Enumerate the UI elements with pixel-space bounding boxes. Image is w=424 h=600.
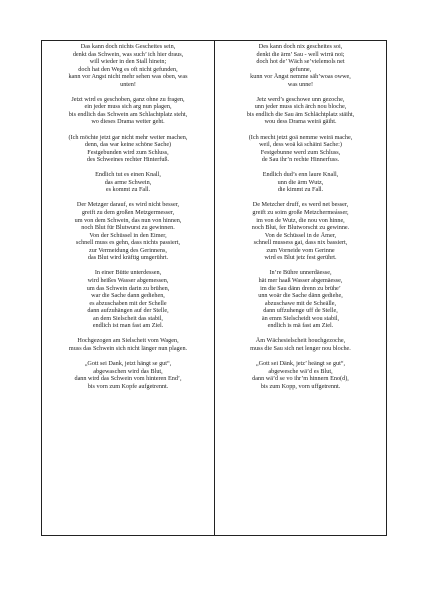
stanza xyxy=(215,269,386,329)
verse-line: kunn vor Ängst nemme säh’woas owwe, xyxy=(250,73,351,81)
verse-line: unn die ärm Wutz, xyxy=(277,178,324,186)
verse-line: Festgebunne werd zum Schluss, xyxy=(260,148,341,156)
verse-line: dann aufzuhängen auf der Stelle, xyxy=(87,307,169,315)
verse-line: unn woär die Sache dänn gediehe, xyxy=(258,292,343,300)
verse-line: die kimmt zu Fall. xyxy=(277,186,324,194)
verse-line: bis endlich die Sau äm Schlächtplatz stäiht, xyxy=(246,110,355,118)
verse-line: abzuschawe mit de Scheälle, xyxy=(264,299,337,307)
verse-line: Von de Schüssel in de Ämer, xyxy=(264,231,337,239)
verse-line: wird heißes Wasser abgemessen, xyxy=(87,276,169,284)
dialect-column xyxy=(214,41,386,535)
verse-line: „Gott sei Dänk, jetz’ heängt se gut“, xyxy=(255,359,346,367)
verse-line: es abzuschaben mit der Schelle xyxy=(89,299,167,307)
verse-line: zur Vermeidung des Gerinnens, xyxy=(89,246,167,254)
stanza xyxy=(42,171,214,194)
verse-line: de Sau ihr’n rechte Hinnerfuss. xyxy=(261,156,340,164)
stanza xyxy=(42,360,214,390)
verse-line: Von der Schüssel in den Eimer, xyxy=(89,231,167,239)
verse-line: weil, dess woä kä schäini Sache:) xyxy=(259,141,342,149)
standard-german-column xyxy=(42,41,214,535)
verse-line: des Schweines rechter Hinterfuß. xyxy=(86,156,170,164)
verse-line: wou dess Drama weirä gäiht. xyxy=(264,118,337,126)
verse-line: dann wird das Schwein vom hinteren End’, xyxy=(74,375,182,383)
verse-line: De Metzcher druff, es werd net besser, xyxy=(252,201,349,209)
verse-line: wo dieses Drama weiter geht. xyxy=(91,118,165,126)
verse-line: Jetz werd’s geschowe unn gezoche, xyxy=(256,95,345,103)
stanza xyxy=(42,96,214,126)
verse-line: Äm Wächesielscheit houchgezoche, xyxy=(255,337,346,345)
stanza xyxy=(215,134,386,164)
verse-line: dann uffzuhenge uff de Stelle, xyxy=(263,307,338,315)
verse-line: noch Blut, fer Blutworscht zu gewinne. xyxy=(251,224,350,232)
verse-line: bis vorn zum Kopfe aufgetrennt. xyxy=(87,382,169,390)
verse-line: Jetzt wird es geschoben, ganz ohne zu fragen, xyxy=(71,95,185,103)
verse-line: will wieder in den Stall hinein; xyxy=(89,58,167,66)
stanza xyxy=(215,43,386,88)
verse-line: „Gott sei Dank, jetzt hängt se gut“, xyxy=(84,359,172,367)
verse-line: im von de Wutz, die nou von hinne, xyxy=(256,216,345,224)
verse-line: es kommt zu Fall. xyxy=(105,186,151,194)
verse-line: unn jeder muss sich ärch nou bloche, xyxy=(254,103,347,111)
verse-line: abgewesche wä’d es Blut, xyxy=(268,367,333,375)
verse-line: endlich is mä fast am Ziel. xyxy=(267,322,334,330)
verse-line: denkt das Schwein, was such’ ich hier draus, xyxy=(72,50,184,58)
verse-line: das Blut wird kräftig umgerührt. xyxy=(87,254,169,262)
verse-line: wird es Blut jetz fest gerührt. xyxy=(264,254,337,262)
verse-line: um von dem Schwein, das nun von hinnen, xyxy=(74,216,182,224)
verse-line: Endlich tut es einen Knall, xyxy=(95,171,161,179)
verse-line: Das kann doch nichts Gescheites sein, xyxy=(80,43,176,50)
verse-line: än emm Sielscheidt wou stabil, xyxy=(261,314,340,322)
verse-line: hät mer haaß Wasser abgemäesse, xyxy=(258,276,343,284)
verse-line: kann vor Angst nicht mehr sehen was oben, was xyxy=(68,73,188,81)
stanza xyxy=(42,269,214,329)
stanza xyxy=(215,201,386,261)
verse-line: dann wä’d se vo ihr’m hinnern Eno(d), xyxy=(252,375,349,383)
poem-table xyxy=(41,40,387,536)
verse-line: endlich ist man fast am Ziel. xyxy=(92,322,164,330)
verse-line: schnell muss es gehn, dass nichts passiert, xyxy=(75,239,181,247)
verse-line: bis zum Kopp, vorn uffgetrennt. xyxy=(260,382,341,390)
stanza xyxy=(42,337,214,352)
verse-line: um das Schwein darin zu brühen, xyxy=(86,284,170,292)
verse-line: schnell mussess gai, dass nix bassiert, xyxy=(253,239,348,247)
verse-line: denn, das war keine schöne Sache) xyxy=(84,141,172,149)
verse-line: doch hot de’ Wäch se’vielemols net xyxy=(256,58,345,66)
verse-line: was unne! xyxy=(287,80,314,88)
stanza xyxy=(215,337,386,352)
verse-line: Hochgezogen am Sielscheit vom Wagen, xyxy=(77,337,179,345)
verse-line: muss die Sau sich net lenger nou bloche. xyxy=(250,344,351,352)
verse-line: unten! xyxy=(120,80,136,88)
verse-line: (Ich möchte jetzt gar nicht mehr weiter machen, xyxy=(68,133,188,141)
verse-line: Endlich dud’s enn laure Knall, xyxy=(262,171,339,179)
verse-line: Festgebunden wird zum Schluss, xyxy=(87,148,169,156)
verse-line: greift zu dem großen Metzgermesser, xyxy=(81,209,175,217)
verse-line: ein jeder muss sich arg nun plagen, xyxy=(84,103,172,111)
stanza xyxy=(215,96,386,126)
verse-line: das arme Schwein, xyxy=(104,178,152,186)
stanza xyxy=(42,43,214,88)
verse-line: gefunne, xyxy=(289,65,312,73)
stanza xyxy=(42,201,214,261)
verse-line: Der Metzger darauf, es wird nicht besser, xyxy=(76,201,180,209)
verse-line: abgewaschen wird das Blut, xyxy=(93,367,163,375)
verse-line: In’re Bühre unnerdäesse, xyxy=(269,269,332,277)
verse-line: an dem Sielscheit das stabil, xyxy=(93,314,163,322)
verse-line: zum Vorneide vom Gerinne xyxy=(266,246,335,254)
verse-line: denkt die ärm’ Sau - well wirrä noi; xyxy=(256,50,345,58)
verse-line: (Ich mecht jetzt goä nemme weirä mache, xyxy=(248,133,353,141)
verse-line: Des kann doch nix gescheites soi, xyxy=(258,43,343,50)
verse-line: In einer Bütte unterdessen, xyxy=(94,269,162,277)
verse-line: bis endlich das Schwein am Schlachtplatz steht, xyxy=(68,110,188,118)
verse-line: greift zu soim große Metzchermeásser, xyxy=(252,209,349,217)
verse-line: im die Sau dänn drenn zu brühe’ xyxy=(260,284,341,292)
verse-line: muss das Schwein sich nicht länger nun plagen. xyxy=(68,344,188,352)
verse-line: noch Blut für Blutwurst zu gewinnen. xyxy=(81,224,175,232)
stanza xyxy=(215,360,386,390)
verse-line: war die Sache dann gediehen, xyxy=(91,292,165,300)
stanza xyxy=(42,134,214,164)
verse-line: doch hat den Weg es oft nicht gefunden, xyxy=(78,65,178,73)
stanza xyxy=(215,171,386,194)
